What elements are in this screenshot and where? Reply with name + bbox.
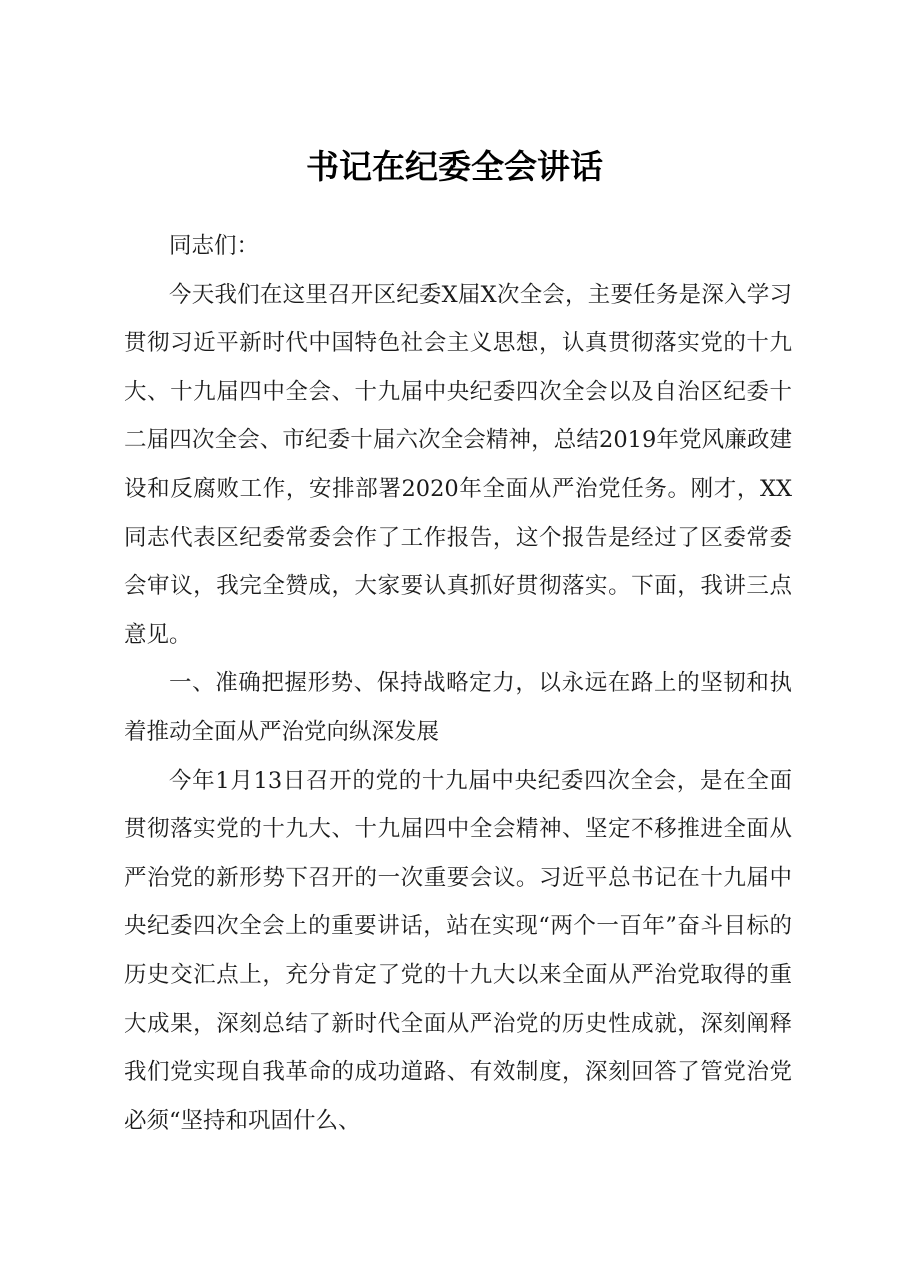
paragraph-section-1-body: 今年1月13日召开的党的十九届中央纪委四次全会，是在全面贯彻落实党的十九大、十九届四中全会精神、坚定不移推进全面从严治党的新形势下召开的一次重要会议。习近平总书记在十九届中央纪委四次全会上的重要讲话，站在实现“两个一百年”奋斗目标的历史交汇点上，充分肯定了党的十九大以来全面从严治党取得的重大成果，深刻总结了新时代全面从严治党的历史性成就，深刻阐释我们党实现自我革命的成功道路、有效制度，深刻回答了管党治党必须“坚持和巩固什么、 xyxy=(124,767,792,1134)
paragraph-salutation: 同志们： xyxy=(169,233,260,259)
paragraph-section-heading-1: 一、准确把握形势、保持战略定力，以永远在路上的坚韧和执着推动全面从严治党向纵深发展 xyxy=(124,670,792,745)
document-body xyxy=(124,222,792,1145)
document-title: 书记在纪委全会讲话 xyxy=(306,147,603,186)
paragraph-intro: 今天我们在这里召开区纪委X届X次全会，主要任务是深入学习贯彻习近平新时代中国特色社会主义思想，认真贯彻落实党的十九大、十九届四中全会、十九届中央纪委四次全会以及自治区纪委十二届四次全会、市纪委十届六次全会精神，总结2019年党风廉政建设和反腐败工作，安排部署2020年全面从严治党任务。刚才，XX同志代表区纪委常委会作了工作报告，这个报告是经过了区委常委会审议，我完全赞成，大家要认真抓好贯彻落实。下面，我讲三点意见。 xyxy=(124,281,792,648)
